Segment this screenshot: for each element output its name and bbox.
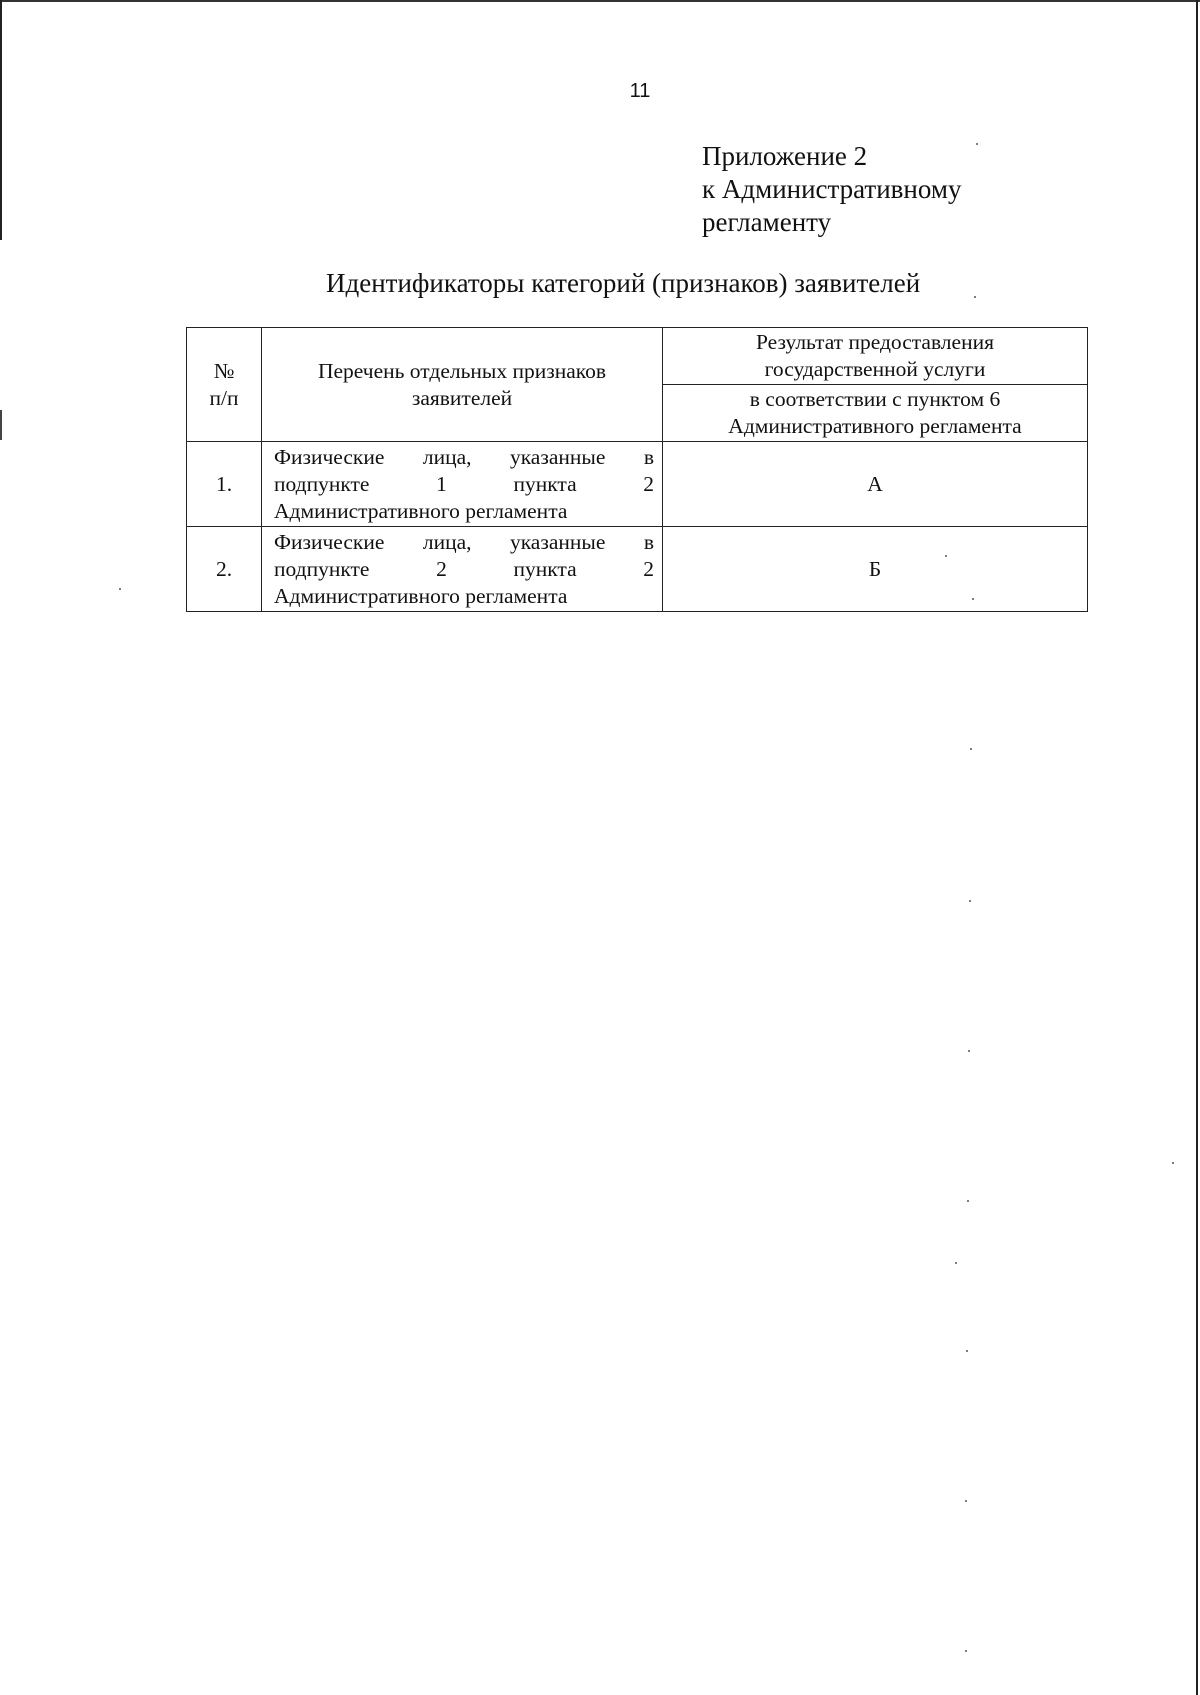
header-result-line-1: Результат предоставления [756, 330, 994, 354]
criteria-word: подпункте [274, 556, 370, 581]
scan-left-edge-mark [0, 410, 2, 440]
header-list-line-1: Перечень отдельных признаков [317, 358, 607, 383]
row-num-cell: 2. [187, 527, 262, 612]
appendix-line-2: к Административному [702, 174, 962, 204]
criteria-word: 2 [643, 556, 654, 581]
criteria-line-1 [262, 529, 662, 556]
row-criteria-cell [262, 442, 663, 527]
scan-speck [966, 1350, 968, 1352]
header-result-cell [663, 328, 1088, 385]
criteria-word: Физические [274, 444, 385, 469]
scan-speck [970, 748, 972, 750]
criteria-word: в [643, 444, 654, 469]
header-list-cell [262, 328, 663, 442]
criteria-word: лица, [422, 529, 472, 554]
appendix-line-3: регламенту [702, 207, 832, 237]
header-num-line-2: п/п [209, 385, 239, 410]
criteria-word: в [643, 529, 654, 554]
table-row [187, 527, 1088, 612]
row-criteria-cell [262, 527, 663, 612]
page-number: 11 [629, 80, 651, 102]
criteria-word: указанные [509, 444, 606, 469]
scan-speck [945, 555, 947, 557]
table-row [187, 442, 1088, 527]
appendix-note [702, 140, 961, 239]
criteria-word: 2 [643, 471, 654, 496]
header-num-line-1: № [213, 358, 235, 383]
criteria-line-2 [262, 556, 662, 583]
scan-top-edge [0, 0, 1200, 2]
table-header-row [187, 328, 1088, 385]
criteria-word: указанные [509, 529, 606, 554]
criteria-word: 2 [436, 556, 447, 581]
header-result-sub-line-1: в соответствии с пунктом 6 [749, 387, 1001, 411]
scan-speck [974, 296, 976, 298]
scan-speck [968, 1050, 970, 1052]
header-result-sub-line-2: Административного регламента [728, 414, 1022, 438]
header-num-cell [187, 328, 262, 442]
appendix-line-1: Приложение 2 [702, 141, 868, 171]
scan-speck [967, 1200, 969, 1202]
scan-speck [1172, 1162, 1174, 1164]
row-result-cell: Б [663, 527, 1088, 612]
applicant-categories-table [186, 327, 1088, 612]
criteria-line-3: Административного регламента [274, 498, 568, 523]
scan-speck [969, 900, 971, 902]
row-num-cell: 1. [187, 442, 262, 527]
scan-speck [972, 598, 974, 600]
scan-right-edge [1196, 0, 1198, 1695]
criteria-word: пункта [513, 556, 577, 581]
header-result-sub-cell [663, 385, 1088, 442]
header-result-line-2: государственной услуги [764, 357, 986, 381]
criteria-line-2 [262, 471, 662, 498]
scan-speck [965, 1650, 967, 1652]
row-result-cell: А [663, 442, 1088, 527]
criteria-word: 1 [436, 471, 447, 496]
scan-speck [976, 143, 978, 145]
document-title: Идентификаторы категорий (признаков) заявителей [326, 268, 921, 298]
scan-left-edge [0, 0, 2, 240]
criteria-word: пункта [513, 471, 577, 496]
header-list-line-2: заявителей [411, 385, 513, 410]
scan-speck [119, 588, 121, 590]
criteria-word: подпункте [274, 471, 370, 496]
criteria-word: Физические [274, 529, 385, 554]
scan-speck [955, 1262, 957, 1264]
criteria-line-1 [262, 444, 662, 471]
scan-speck [965, 1500, 967, 1502]
criteria-line-3: Административного регламента [274, 583, 568, 608]
criteria-word: лица, [422, 444, 472, 469]
